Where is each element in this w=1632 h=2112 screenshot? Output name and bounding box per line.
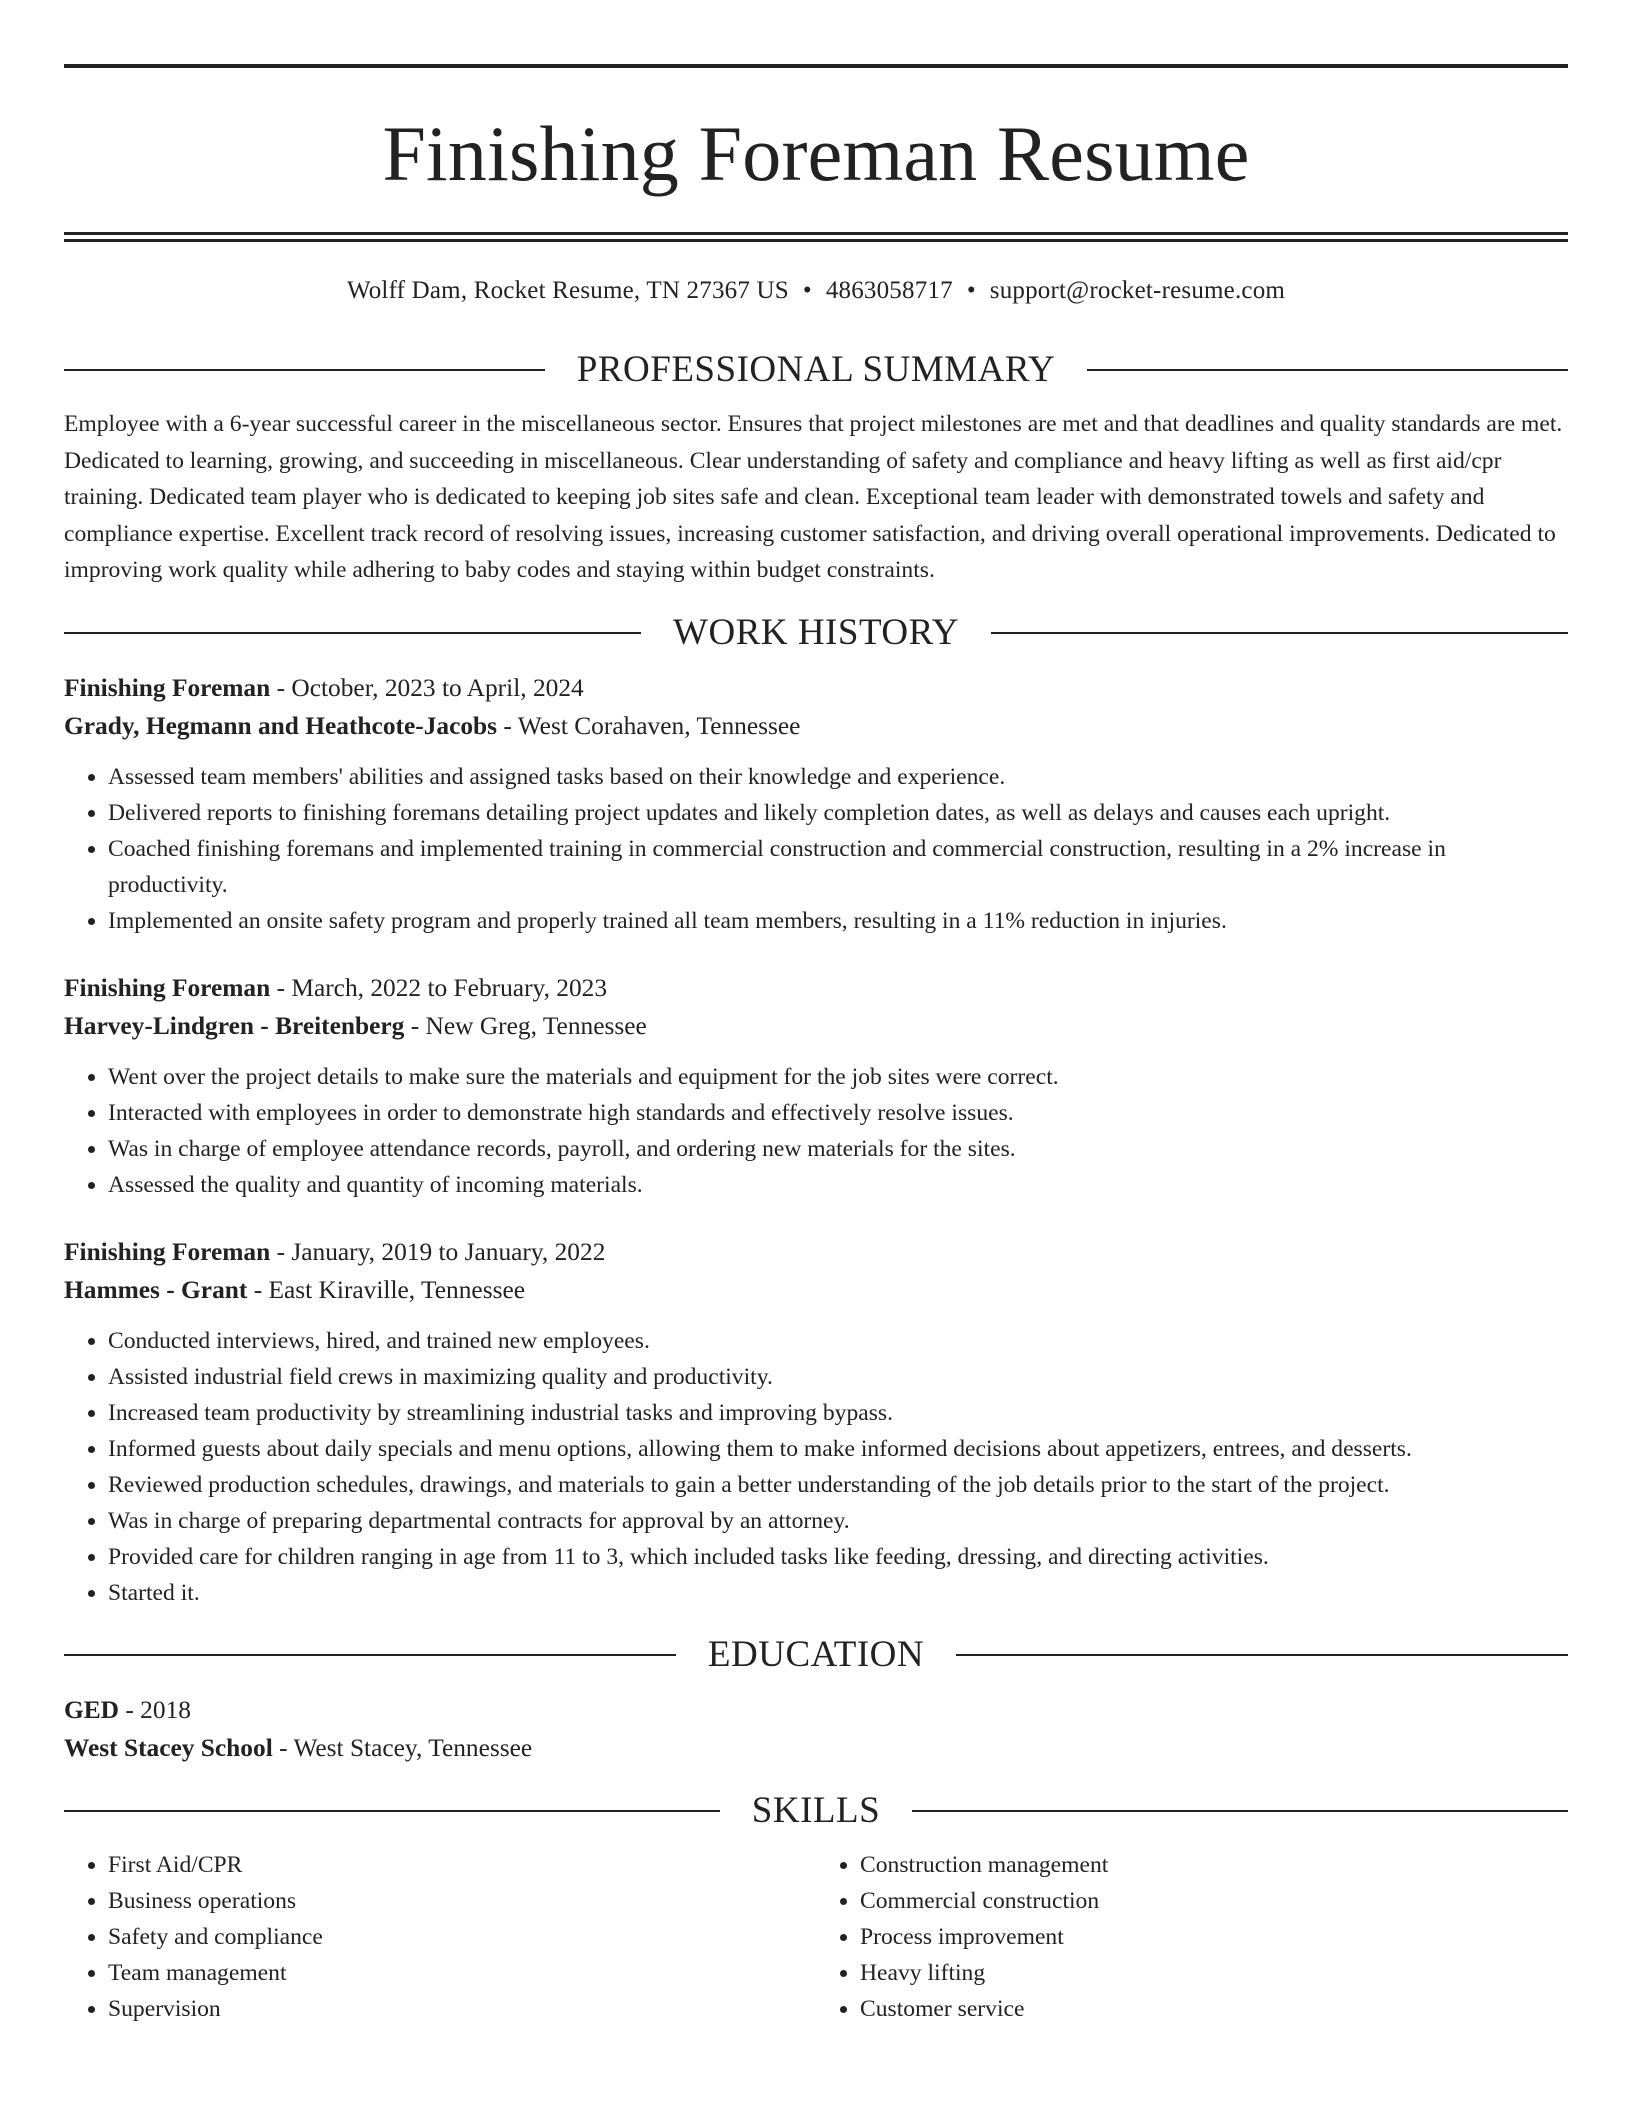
- section-header-skills: [64, 1787, 1568, 1835]
- job-bullets: [64, 1059, 1568, 1203]
- job-bullets: [64, 1323, 1568, 1611]
- job-dates: - March, 2022 to February, 2023: [270, 973, 608, 1002]
- section-header-education: [64, 1631, 1568, 1679]
- education-school: West Stacey School: [64, 1733, 273, 1762]
- education-entry: [64, 1691, 1568, 1767]
- skills-columns: [64, 1847, 1568, 2027]
- title-double-rule: [64, 232, 1568, 242]
- job-title: Finishing Foreman: [64, 973, 271, 1002]
- section-title: PROFESSIONAL SUMMARY: [576, 349, 1056, 390]
- job-entry: [64, 669, 1568, 939]
- job-title: Finishing Foreman: [64, 1237, 271, 1266]
- job-entry: [64, 1233, 1568, 1611]
- job-company-line: [64, 707, 1568, 745]
- job-bullet: • Implemented an onsite safety program and properly trained all team members, resulting in a 11% reduction in injuries.: [108, 903, 1568, 939]
- job-bullet: • Reviewed production schedules, drawings, and materials to gain a better understanding of the job details prior to the start of the project.: [108, 1467, 1568, 1503]
- education-degree-line: [64, 1691, 1568, 1729]
- section-rule: [64, 632, 641, 634]
- job-bullet: • Delivered reports to finishing foremans detailing project updates and likely completion dates, as well as delays and causes each upright.: [108, 795, 1568, 831]
- skill-item: • Heavy lifting: [860, 1955, 1568, 1991]
- skill-item: • Team management: [108, 1955, 816, 1991]
- job-dates: - October, 2023 to April, 2024: [270, 673, 584, 702]
- job-company: Hammes - Grant: [64, 1275, 248, 1304]
- section-rule: [1087, 369, 1568, 371]
- job-location: - West Corahaven, Tennessee: [497, 711, 801, 740]
- section-rule: [64, 1810, 720, 1812]
- job-bullet: • Assisted industrial field crews in maximizing quality and productivity.: [108, 1359, 1568, 1395]
- job-entry: [64, 969, 1568, 1203]
- section-rule: [912, 1810, 1568, 1812]
- skill-item: • Commercial construction: [860, 1883, 1568, 1919]
- skill-item: • Safety and compliance: [108, 1919, 816, 1955]
- contact-separator: •: [802, 277, 812, 304]
- job-bullet: • Was in charge of preparing departmental contracts for approval by an attorney.: [108, 1503, 1568, 1539]
- job-bullet: • Went over the project details to make sure the materials and equipment for the job sites were correct.: [108, 1059, 1568, 1095]
- job-company: Harvey-Lindgren - Breitenberg: [64, 1011, 405, 1040]
- section-rule: [64, 369, 545, 371]
- section-header-summary: [64, 346, 1568, 394]
- section-title: SKILLS: [751, 1789, 881, 1831]
- skill-item: • Business operations: [108, 1883, 816, 1919]
- education-location: - West Stacey, Tennessee: [272, 1733, 533, 1762]
- job-bullet: • Assessed the quality and quantity of incoming materials.: [108, 1167, 1568, 1203]
- job-company-line: [64, 1007, 1568, 1045]
- job-title: Finishing Foreman: [64, 673, 271, 702]
- job-bullet: • Conducted interviews, hired, and trained new employees.: [108, 1323, 1568, 1359]
- contact-separator: •: [966, 277, 976, 304]
- contact-line: [64, 274, 1568, 308]
- job-company-line: [64, 1271, 1568, 1309]
- job-bullet: • Provided care for children ranging in age from 11 to 3, which included tasks like feeding, dressing, and directing activities.: [108, 1539, 1568, 1575]
- education-school-line: [64, 1729, 1568, 1767]
- section-rule: [991, 632, 1568, 634]
- job-bullet: • Assessed team members' abilities and assigned tasks based on their knowledge and experience.: [108, 759, 1568, 795]
- contact-email: support@rocket-resume.com: [989, 277, 1286, 304]
- job-bullet: • Increased team productivity by streamlining industrial tasks and improving bypass.: [108, 1395, 1568, 1431]
- job-location: - New Greg, Tennessee: [404, 1011, 647, 1040]
- education-degree: GED: [64, 1695, 120, 1724]
- top-rule: [64, 64, 1568, 68]
- job-title-line: [64, 1233, 1568, 1271]
- job-dates: - January, 2019 to January, 2022: [270, 1237, 606, 1266]
- job-title-line: [64, 669, 1568, 707]
- section-title: WORK HISTORY: [673, 611, 959, 653]
- job-bullet: • Interacted with employees in order to demonstrate high standards and effectively resolve issues.: [108, 1095, 1568, 1131]
- contact-address: Wolff Dam, Rocket Resume, TN 27367 US: [346, 277, 789, 304]
- job-bullet: • Started it.: [108, 1575, 1568, 1611]
- summary-paragraph: Employee with a 6-year successful career in the miscellaneous sector. Ensures that project milestones are met and that deadlines and quality standards are met. Dedicated to learning, growing, and succeeding in miscellaneous. Clear understanding of safety and compliance and heavy lifting as well as first aid/cpr training. Dedicated team player who is dedicated to keeping job sites safe and clean. Exceptional team leader with demonstrated towels and safety and compliance expertise. Excellent track record of resolving issues, increasing customer satisfaction, and driving overall operational improvements. Dedicated to improving work quality while adhering to baby codes and staying within budget constraints.: [64, 411, 1563, 583]
- skills-list-left: [64, 1847, 816, 2027]
- skill-item: • Construction management: [860, 1847, 1568, 1883]
- skill-item: • Process improvement: [860, 1919, 1568, 1955]
- section-header-work-history: [64, 609, 1568, 657]
- job-bullet: • Informed guests about daily specials and menu options, allowing them to make informed decisions about appetizers, entrees, and desserts.: [108, 1431, 1568, 1467]
- job-bullet: • Coached finishing foremans and implemented training in commercial construction and commercial construction, resulting in a 2% increase in productivity.: [108, 831, 1568, 903]
- skills-list-right: [816, 1847, 1568, 2027]
- skill-item: • Supervision: [108, 1991, 816, 2027]
- job-location: - East Kiraville, Tennessee: [247, 1275, 526, 1304]
- skill-item: • Customer service: [860, 1991, 1568, 2027]
- resume-title: Finishing Foreman Resume: [382, 110, 1250, 197]
- section-rule: [956, 1654, 1568, 1656]
- job-company: Grady, Hegmann and Heathcote-Jacobs: [64, 711, 498, 740]
- education-year: - 2018: [119, 1695, 191, 1724]
- section-title: EDUCATION: [707, 1633, 925, 1675]
- skill-item: • First Aid/CPR: [108, 1847, 816, 1883]
- job-bullet: • Was in charge of employee attendance records, payroll, and ordering new materials for the sites.: [108, 1131, 1568, 1167]
- job-title-line: [64, 969, 1568, 1007]
- contact-phone: 4863058717: [825, 277, 953, 304]
- job-bullets: [64, 759, 1568, 939]
- section-rule: [64, 1654, 676, 1656]
